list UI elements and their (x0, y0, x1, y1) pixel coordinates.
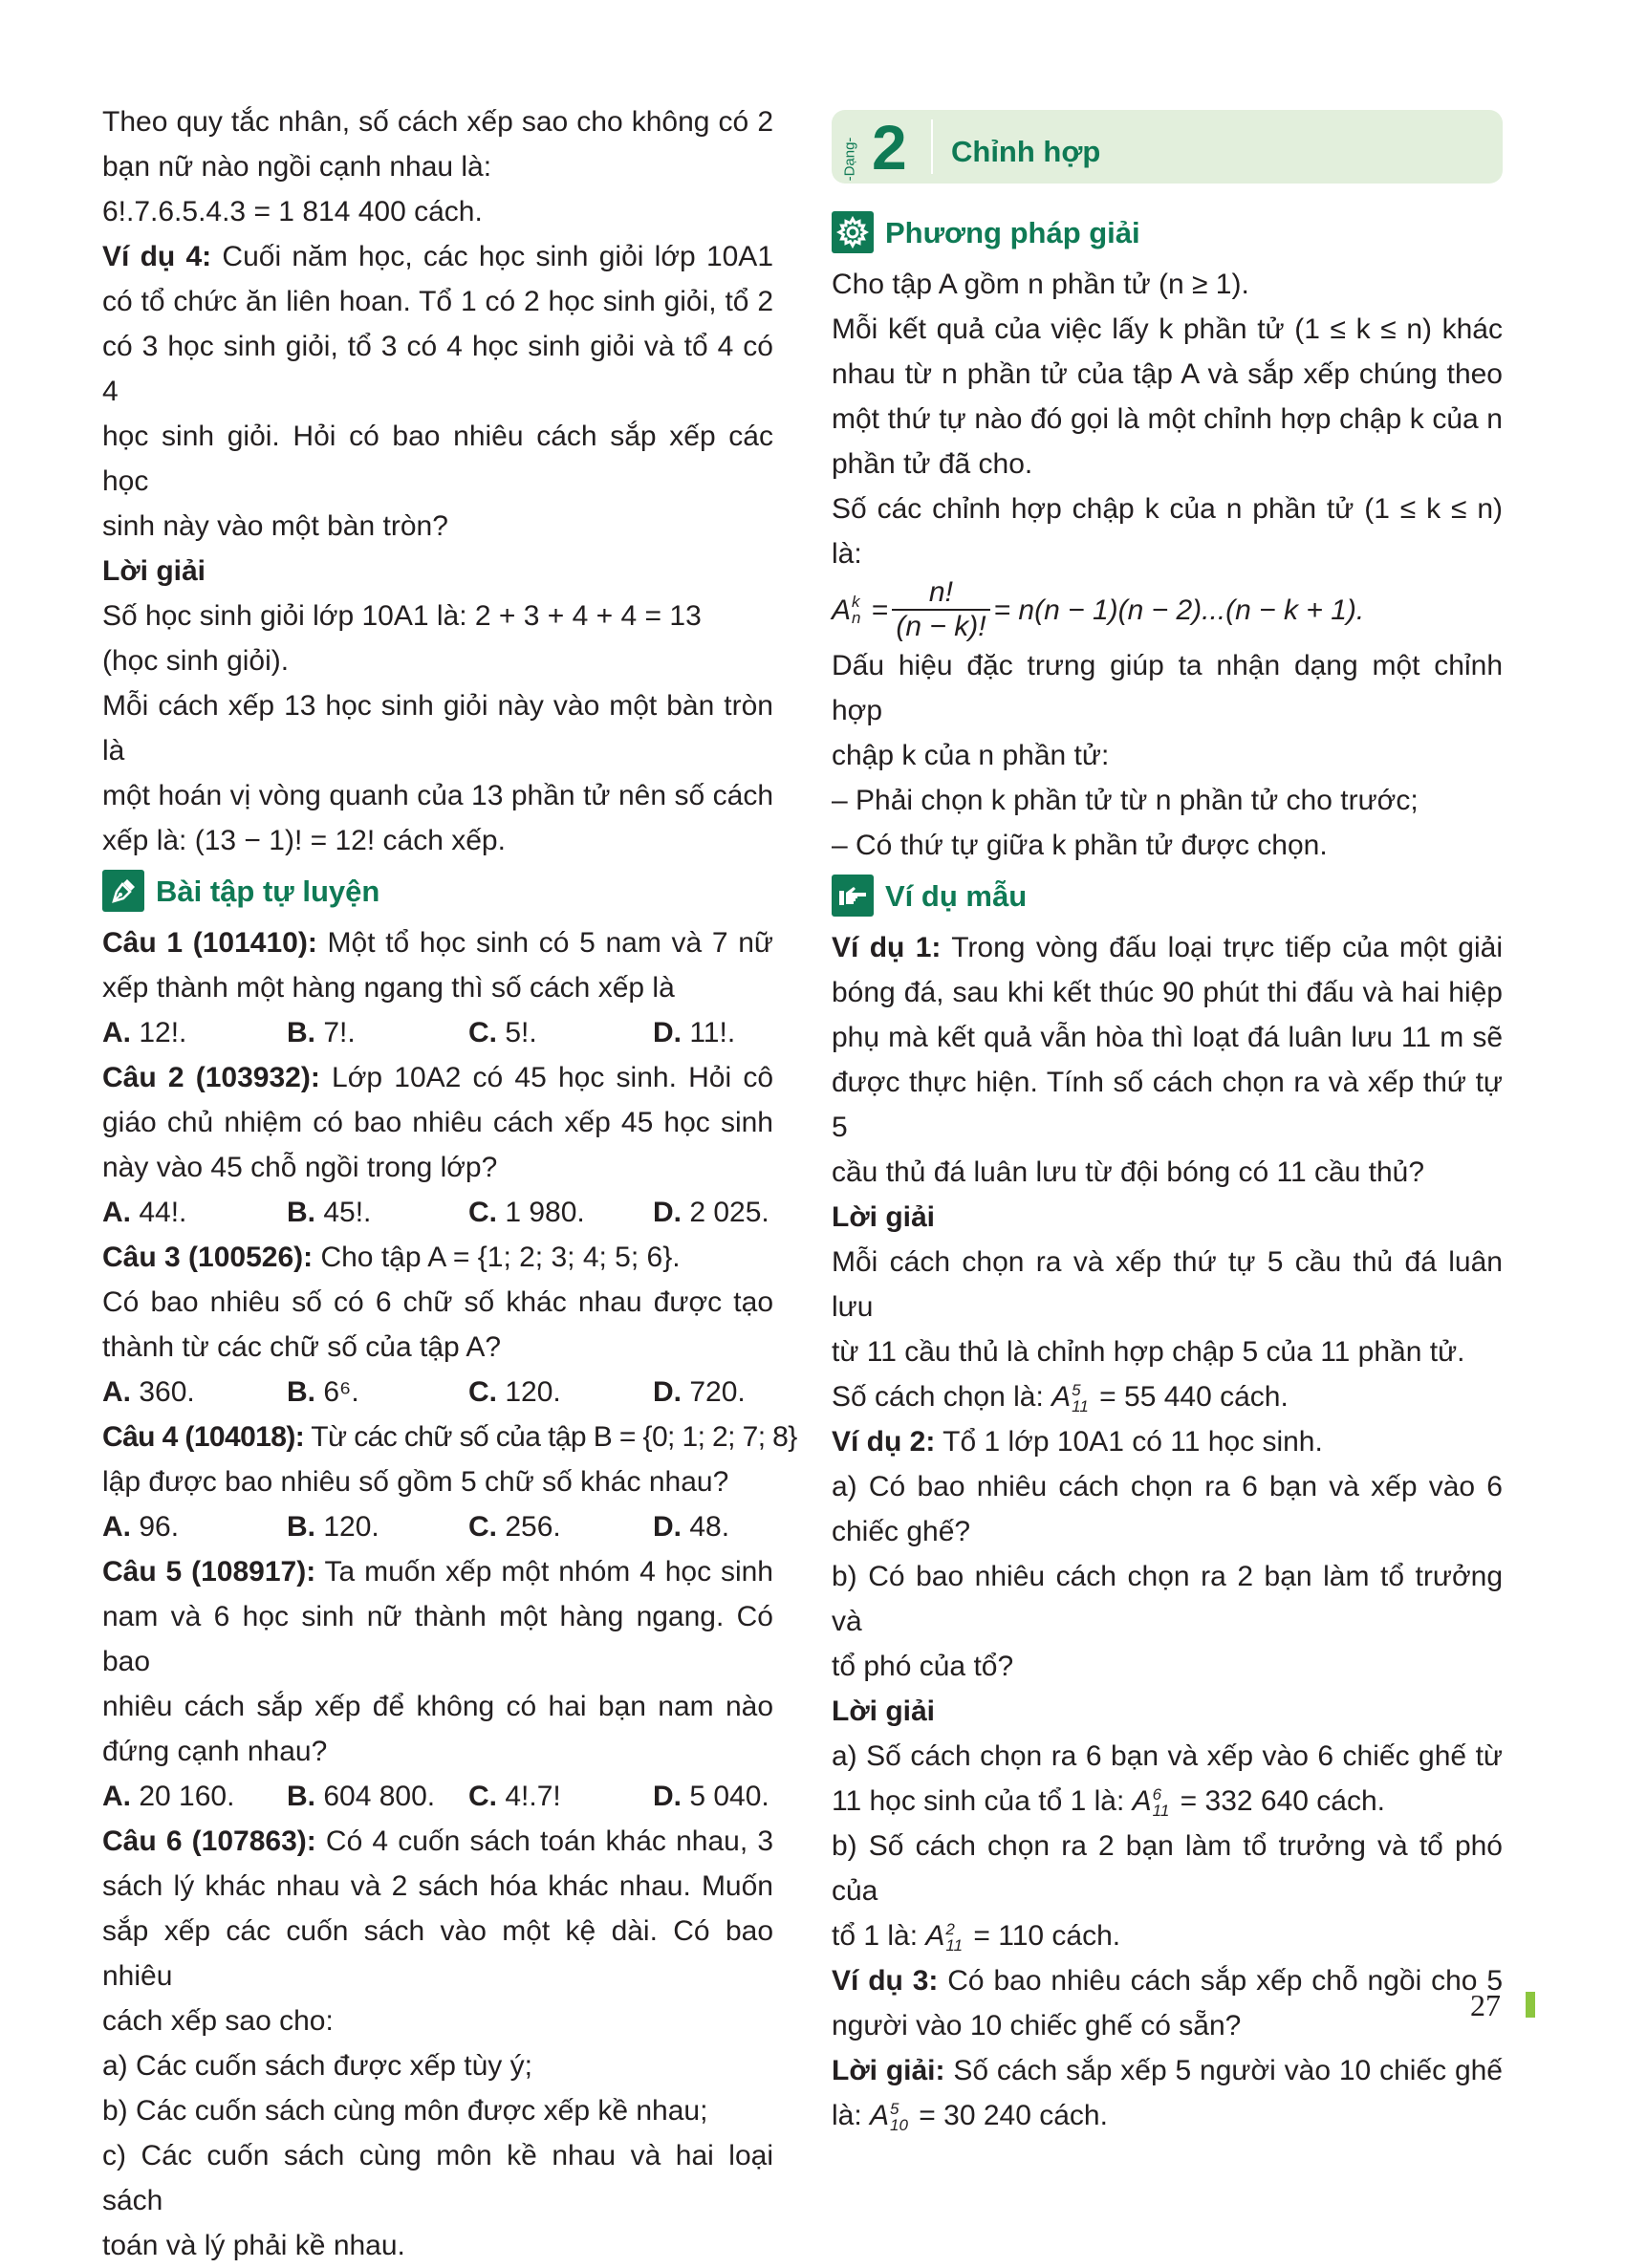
text-line: Số học sinh giỏi lớp 10A1 là: 2 + 3 + 4 + 4 = 13 (102, 600, 702, 632)
option-d: D. 2 025. (653, 1197, 769, 1228)
option-b: B. 120. (287, 1511, 379, 1543)
text-line: Mỗi kết quả của việc lấy k phần tử (1 ≤ k ≤ n) khác (832, 313, 1503, 345)
text-line: chập k của n phần tử: (832, 740, 1110, 771)
solution-heading: Lời giải (832, 1696, 936, 1727)
option-d: D. 720. (653, 1376, 746, 1408)
question-6: Câu 6 (107863): Có 4 cuốn sách toán khác nhau, 3 (102, 1825, 774, 1857)
option-d: D. 11!. (653, 1017, 736, 1048)
text-line: từ 11 cầu thủ là chỉnh hợp chập 5 của 11 phần tử. (832, 1336, 1465, 1368)
question-4: Câu 4 (104018): Từ các chữ số của tập B = {0; 1; 2; 7; 8} (102, 1421, 797, 1453)
text-line: một hoán vị vòng quanh của 13 phần tử nên số cách (102, 780, 773, 811)
text-line: – Có thứ tự giữa k phần tử được chọn. (832, 830, 1328, 861)
left-column (102, 99, 797, 2268)
text-line: sắp xếp các cuốn sách vào một kệ dài. Có bao nhiêu (102, 1915, 773, 1992)
text-line: có 3 học sinh giỏi, tổ 3 có 4 học sinh giỏi và tổ 4 có 4 (102, 331, 773, 407)
option-b: B. 6⁶. (287, 1376, 359, 1408)
dang-number: 2 (872, 112, 907, 183)
exercise-section-header (102, 867, 773, 915)
text-line: a) Số cách chọn ra 6 bạn và xếp vào 6 chiếc ghế từ (832, 1740, 1503, 1772)
text-line: sách lý khác nhau và 2 sách hóa khác nhau. Muốn (102, 1870, 773, 1902)
text-line: b) Có bao nhiêu cách chọn ra 2 bạn làm tổ trưởng và (832, 1561, 1503, 1637)
pointing-hand-icon (832, 875, 874, 917)
text-line: giáo chủ nhiệm có bao nhiêu cách xếp 45 học sinh (102, 1107, 773, 1138)
option-a: A. 20 160. (102, 1781, 235, 1812)
text-line: a) Có bao nhiêu cách chọn ra 6 bạn và xếp vào 6 (832, 1471, 1503, 1502)
text-line: Dấu hiệu đặc trưng giúp ta nhận dạng một chỉnh hợp (832, 650, 1503, 726)
text-line: Mỗi cách chọn ra và xếp thứ tự 5 cầu thủ đá luân lưu (832, 1246, 1503, 1323)
option-a: A. 44!. (102, 1197, 187, 1228)
text-line: Mỗi cách xếp 13 học sinh giỏi này vào một bàn tròn là (102, 690, 773, 767)
option-d: D. 48. (653, 1511, 730, 1543)
question-2: Câu 2 (103932): Lớp 10A2 có 45 học sinh. Hỏi cô (102, 1062, 774, 1093)
option-a: A. 360. (102, 1376, 195, 1408)
section-title: Bài tập tự luyện (156, 874, 380, 908)
answer-options (102, 1010, 773, 1055)
example-4-line: Ví dụ 4: Cuối năm học, các học sinh giỏi lớp 10A1 (102, 241, 774, 272)
text-line: bóng đá, sau khi kết thúc 90 phút thi đấu và hai hiệp (832, 977, 1503, 1008)
option-c: C. 256. (468, 1511, 561, 1543)
section-type-header (832, 110, 1503, 184)
fraction: $\frac{n!}{(n - k)!}$ (892, 576, 989, 643)
solution-heading: Lời giải (832, 1201, 936, 1233)
option-b: B. 45!. (287, 1197, 372, 1228)
option-b: B. 604 800. (287, 1781, 436, 1812)
solution-heading: Lời giải (102, 555, 206, 587)
text-line: học sinh giỏi. Hỏi có bao nhiêu cách sắp xếp các học (102, 421, 773, 497)
text-line: b) Số cách chọn ra 2 bạn làm tổ trưởng và tổ phó của (832, 1830, 1503, 1907)
page-marker-bar (1526, 1992, 1535, 2018)
text-line: nhau từ n phần tử của tập A và sắp xếp chúng theo (832, 358, 1503, 390)
text-line: phụ mà kết quả vẫn hòa thì loạt đá luân lưu 11 m sẽ (832, 1022, 1503, 1053)
text-line: 6!.7.6.5.4.3 = 1 814 400 cách. (102, 196, 483, 227)
option-d: D. 5 040. (653, 1781, 769, 1812)
text-line: đứng cạnh nhau? (102, 1736, 328, 1767)
text-line: nhiêu cách sắp xếp để không có hai bạn nam nào (102, 1691, 773, 1722)
answer-line: tổ 1 là: A 2 11 = 110 cách. (832, 1920, 1121, 1955)
section-title: Phương pháp giải (885, 215, 1140, 249)
examples-section-header (832, 872, 1503, 919)
text-line: nam và 6 học sinh nữ thành một hàng ngang. Có bao (102, 1601, 773, 1677)
text-line: xếp thành một hàng ngang thì số cách xếp là (102, 972, 675, 1004)
text-line: toán và lý phải kề nhau. (102, 2230, 405, 2261)
page-number: 27 (1470, 1988, 1501, 2022)
option-c: C. 5!. (468, 1017, 537, 1048)
option-c: C. 1 980. (468, 1197, 585, 1228)
answer-line: Số cách chọn là: A 5 11 = 55 440 cách. (832, 1381, 1289, 1416)
answer-options (102, 1370, 773, 1415)
text-line: Số các chỉnh hợp chập k của n phần tử (1 ≤ k ≤ n) là: (832, 493, 1503, 570)
answer-options (102, 1190, 773, 1235)
text-line: chiếc ghế? (832, 1516, 971, 1547)
answer-line: là: A 5 10 = 30 240 cách. (832, 2100, 1108, 2135)
pen-nib-icon (102, 870, 144, 912)
answer-options (102, 1504, 773, 1549)
permutation-formula: A k n = $\frac{n!}{(n - k)!}$ = n(n − 1)(n − 2)...(n − k + 1). (832, 576, 1365, 642)
text-line: lập được bao nhiêu số gồm 5 chữ số khác nhau? (102, 1466, 729, 1498)
question-1: Câu 1 (101410): Một tổ học sinh có 5 nam và 7 nữ (102, 927, 774, 959)
text-line: b) Các cuốn sách cùng môn được xếp kề nhau; (102, 2095, 708, 2127)
text-line: tổ phó của tổ? (832, 1651, 1014, 1682)
divider (931, 119, 933, 174)
text-line: cách xếp sao cho: (102, 2005, 334, 2037)
text-line: a) Các cuốn sách được xếp tùy ý; (102, 2050, 532, 2082)
question-5: Câu 5 (108917): Ta muốn xếp một nhóm 4 học sinh (102, 1556, 773, 1588)
text-line: Có bao nhiêu số có 6 chữ số khác nhau được tạo (102, 1286, 773, 1318)
text-line: được thực hiện. Tính số cách chọn ra và xếp thứ tự 5 (832, 1067, 1503, 1143)
option-a: A. 12!. (102, 1017, 187, 1048)
text-line: thành từ các chữ số của tập A? (102, 1331, 502, 1363)
text-line: (học sinh giỏi). (102, 645, 290, 677)
text-line: xếp là: (13 − 1)! = 12! cách xếp. (102, 825, 506, 856)
answer-line: 11 học sinh của tổ 1 là: A 6 11 = 332 640 cách. (832, 1785, 1385, 1821)
text-line: Cho tập A gồm n phần tử (n ≥ 1). (832, 269, 1249, 300)
solution-line: Lời giải: Số cách sắp xếp 5 người vào 10 chiếc ghế (832, 2055, 1503, 2086)
option-c: C. 4!.7! (468, 1781, 561, 1812)
text-line: sinh này vào một bàn tròn? (102, 510, 448, 542)
text-line: c) Các cuốn sách cùng môn kề nhau và hai loại sách (102, 2140, 773, 2216)
text-line: phần tử đã cho. (832, 448, 1033, 480)
question-3: Câu 3 (100526): Cho tập A = {1; 2; 3; 4; 5; 6}. (102, 1242, 681, 1273)
dang-label: -Dạng- (841, 137, 858, 182)
right-column (832, 110, 1503, 2138)
example-2-line: Ví dụ 2: Tổ 1 lớp 10A1 có 11 học sinh. (832, 1426, 1323, 1458)
answer-options (102, 1774, 773, 1819)
text-line: có tổ chức ăn liên hoan. Tổ 1 có 2 học sinh giỏi, tổ 2 (102, 286, 773, 317)
gear-icon (832, 211, 874, 253)
text-line: cầu thủ đá luân lưu từ đội bóng có 11 cầu thủ? (832, 1156, 1425, 1188)
example-label: Ví dụ 4: (102, 241, 212, 272)
option-b: B. 7!. (287, 1017, 356, 1048)
text-line: này vào 45 chỗ ngồi trong lớp? (102, 1152, 498, 1183)
text-line: – Phải chọn k phần tử từ n phần tử cho trước; (832, 785, 1419, 816)
text-line: người vào 10 chiếc ghế có sẵn? (832, 2010, 1242, 2041)
example-3-line: Ví dụ 3: Có bao nhiêu cách sắp xếp chỗ ngồi cho 5 (832, 1965, 1504, 1997)
section-title: Ví dụ mẫu (885, 878, 1028, 913)
text-line: bạn nữ nào ngồi cạnh nhau là: (102, 151, 492, 183)
example-1-line: Ví dụ 1: Trong vòng đấu loại trực tiếp của một giải (832, 932, 1503, 963)
option-c: C. 120. (468, 1376, 561, 1408)
option-a: A. 96. (102, 1511, 180, 1543)
text-line: Theo quy tắc nhân, số cách xếp sao cho không có 2 (102, 106, 773, 138)
text-line: một thứ tự nào đó gọi là một chỉnh hợp chập k của n (832, 403, 1503, 435)
method-section-header (832, 208, 1503, 256)
section-type-title: Chỉnh hợp (951, 135, 1101, 168)
